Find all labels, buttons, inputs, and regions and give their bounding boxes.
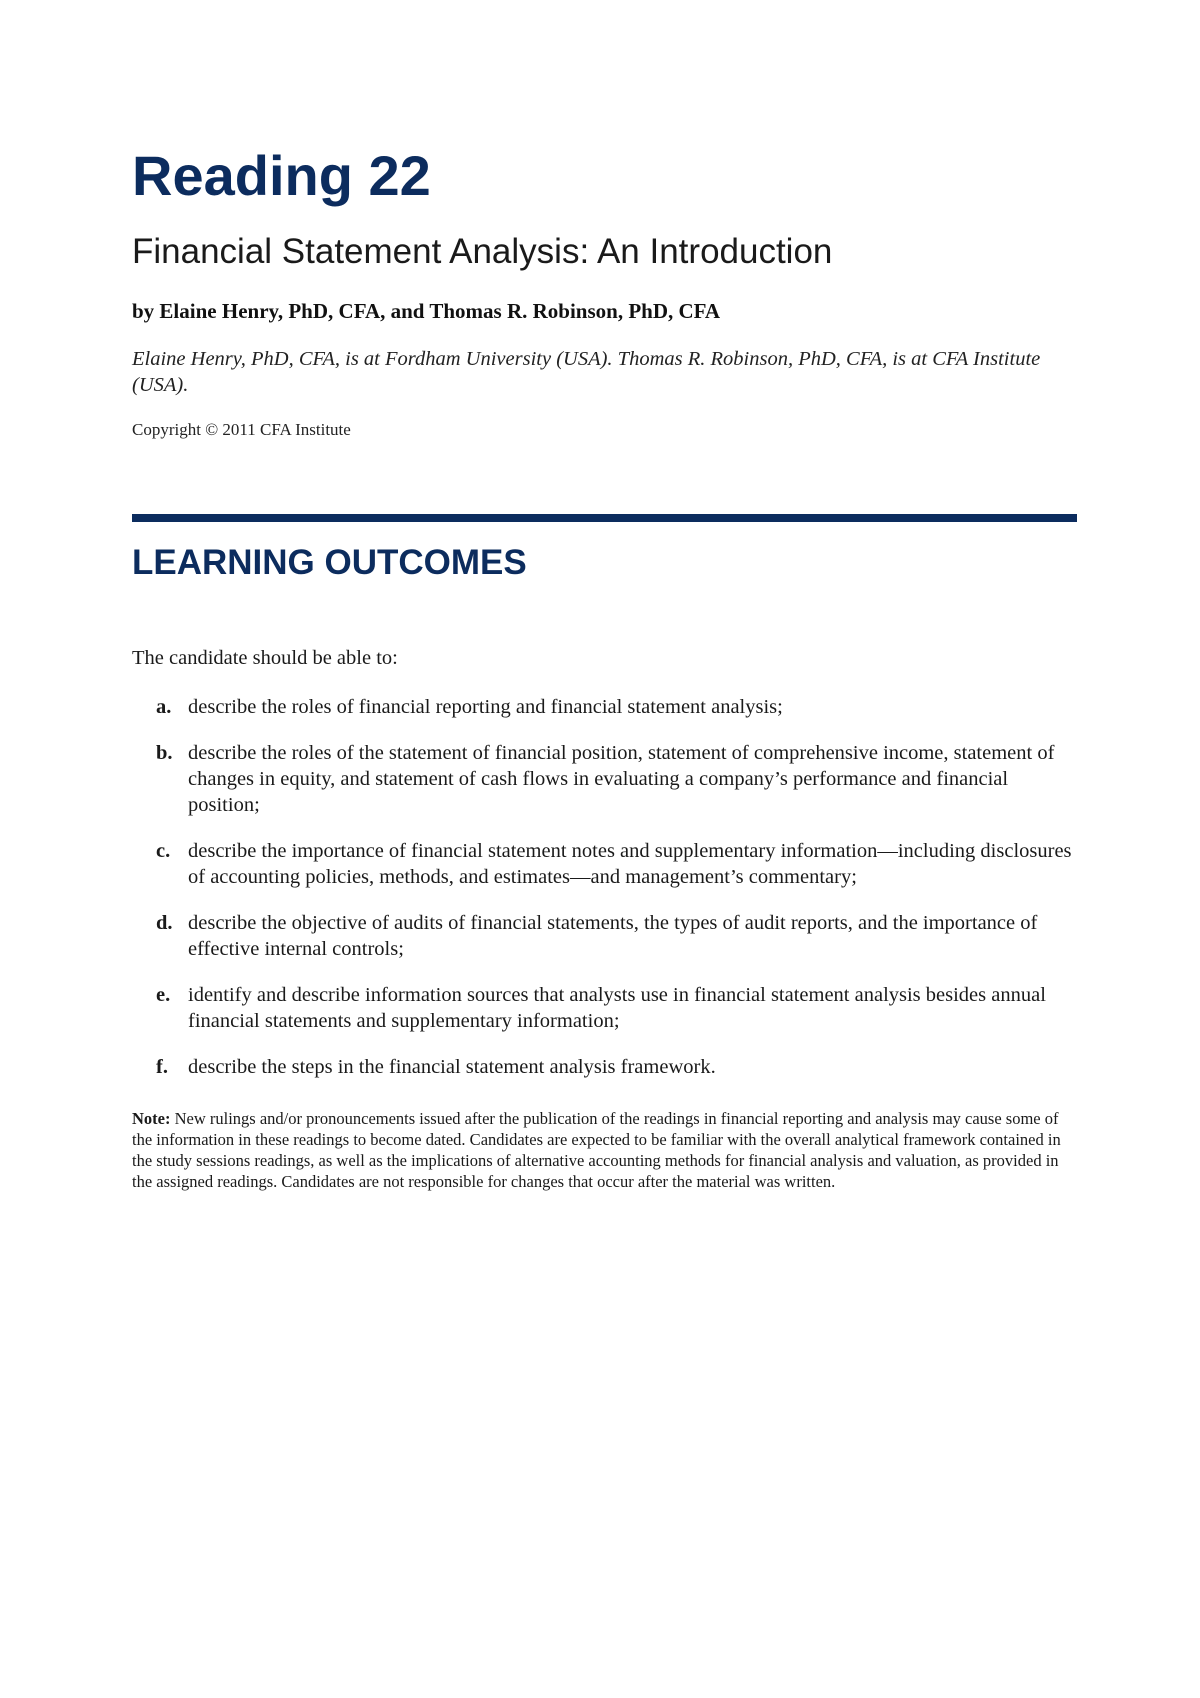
copyright-notice: Copyright © 2011 CFA Institute <box>132 420 351 439</box>
note-label: Note: <box>132 1109 171 1128</box>
author-affiliation: Elaine Henry, PhD, CFA, is at Fordham University (USA). Thomas R. Robinson, PhD, CFA, is at CFA Institute (USA). <box>132 348 1041 396</box>
section-divider <box>132 514 1077 522</box>
outcome-text: describe the roles of the statement of financial position, statement of comprehensive income, statement of changes in equity, and statement of cash flows in evaluating a company’s performance and financial position; <box>188 742 1055 816</box>
outcome-text: describe the steps in the financial statement analysis framework. <box>188 1056 716 1078</box>
reading-subtitle: Financial Statement Analysis: An Introduction <box>132 232 833 271</box>
outcome-letter: e. <box>156 984 171 1006</box>
outcome-item-e <box>132 982 1077 1034</box>
note-paragraph <box>132 1108 1077 1192</box>
outcome-letter: c. <box>156 840 171 862</box>
learning-outcomes-intro: The candidate should be able to: <box>132 647 398 669</box>
reading-title: Reading 22 <box>132 144 431 207</box>
outcome-item-a <box>132 694 1077 720</box>
outcome-text: describe the roles of financial reporting and financial statement analysis; <box>188 696 783 718</box>
outcome-item-d <box>132 910 1077 962</box>
learning-outcomes-heading: LEARNING OUTCOMES <box>132 543 527 582</box>
outcome-item-f <box>132 1054 1077 1080</box>
outcome-letter: b. <box>156 742 173 764</box>
outcome-text: describe the importance of financial statement notes and supplementary information—including disclosures of accounting policies, methods, and estimates—and management’s commentary; <box>188 840 1072 888</box>
outcome-item-c <box>132 838 1077 890</box>
outcome-item-b <box>132 740 1077 818</box>
outcome-letter: a. <box>156 696 172 718</box>
outcome-letter: d. <box>156 912 173 934</box>
outcome-text: describe the objective of audits of financial statements, the types of audit reports, and the importance of effective internal controls; <box>188 912 1038 960</box>
note-text: New rulings and/or pronouncements issued after the publication of the readings in financial reporting and analysis may cause some of the information in these readings to become dated. Candidates are expected to be familiar with the overall analytical framework contained in the study sessions readings, as well as the implications of alternative accounting methods for financial analysis and valuation, as provided in the assigned readings. Candidates are not responsible for changes that occur after the material was written. <box>132 1109 1061 1191</box>
learning-outcomes-list <box>132 694 1077 1100</box>
outcome-text: identify and describe information sources that analysts use in financial statement analysis besides annual financial statements and supplementary information; <box>188 984 1046 1032</box>
outcome-letter: f. <box>156 1056 168 1078</box>
author-byline: by Elaine Henry, PhD, CFA, and Thomas R. Robinson, PhD, CFA <box>132 299 721 323</box>
